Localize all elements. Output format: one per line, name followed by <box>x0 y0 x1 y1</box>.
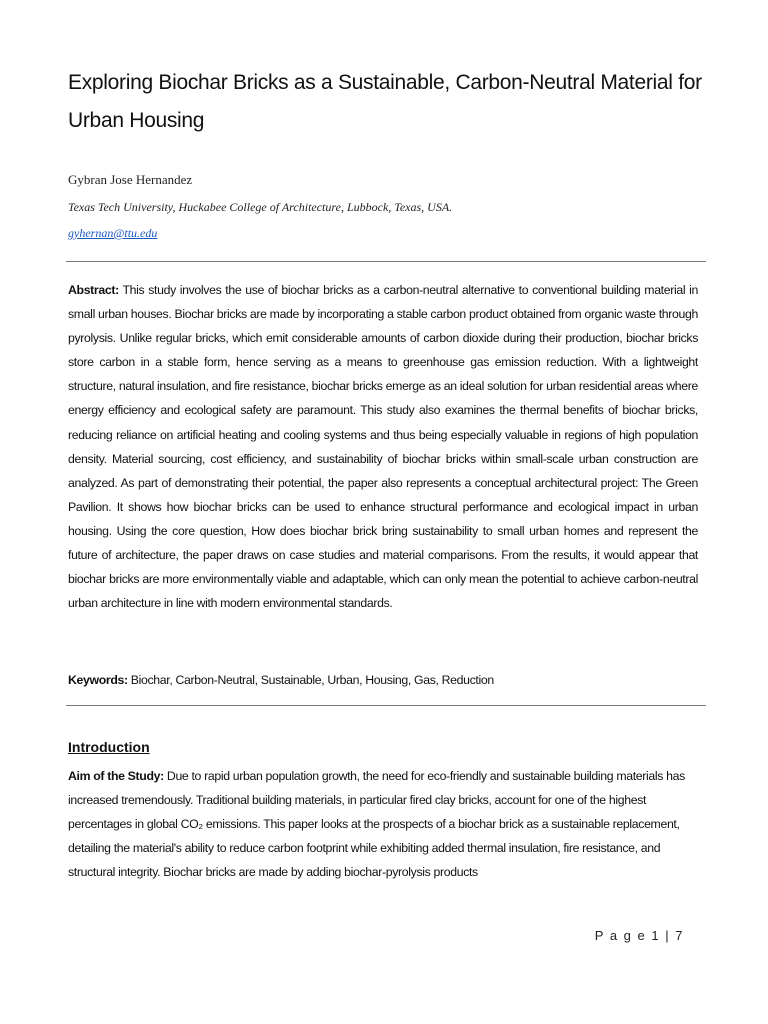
author-name: Gybran Jose Hernandez <box>68 172 193 187</box>
total-pages: 7 <box>675 928 684 943</box>
page-label: P a g e <box>594 928 647 943</box>
introduction-heading: Introduction <box>68 739 150 755</box>
page-number: 1 <box>651 928 661 943</box>
keywords-divider <box>66 705 706 706</box>
page-separator: | <box>665 928 671 943</box>
keywords-text: Biochar, Carbon-Neutral, Sustainable, Urban, Housing, Gas, Reduction <box>127 673 494 687</box>
abstract-text: This study involves the use of biochar bricks as a carbon-neutral alternative to conventional building material in small urban houses. Biochar bricks are made by incorporating a stable carbon product obtained from organic waste through pyrolysis. Unlike regular bricks, which emit considerable amounts of carbon dioxide during their production, biochar bricks store carbon in a stable form, hence serving as a means to greenhouse gas emission reduction. With a lightweight structure, natural insulation, and fire resistance, biochar bricks emerge as an ideal solution for urban residential areas where energy efficiency and ecological safety are paramount. This study also examines the thermal benefits of biochar bricks, reducing reliance on artificial heating and cooling systems and thus being especially valuable in regions of high population density. Material sourcing, cost efficiency, and sustainability of biochar bricks within small-scale urban construction are analyzed. As part of demonstrating their potential, the paper also represents a conceptual architectural project: The Green Pavilion. It shows how biochar bricks can be used to enhance structural performance and ecological impact in urban housing. Using the core question, How does biochar brick bring sustainability to small urban homes and represent the future of architecture, the paper draws on case studies and material comparisons. From the results, it would appear that biochar bricks are more environmentally viable and adaptable, which can only mean the potential to achieve carbon-neutral urban architecture in line with modern environmental standards. <box>68 283 698 611</box>
keywords-label: Keywords: <box>68 673 128 687</box>
abstract-paragraph <box>68 278 698 615</box>
author-affiliation: Texas Tech University, Huckabee College of Architecture, Lubbock, Texas, USA. <box>68 200 453 214</box>
keywords-line <box>68 668 698 692</box>
aim-label: Aim of the Study: <box>68 769 164 783</box>
introduction-paragraph <box>68 764 698 884</box>
author-email-link[interactable]: gyhernan@ttu.edu <box>68 226 158 240</box>
introduction-text: Due to rapid urban population growth, the need for eco-friendly and sustainable building materials has increased tremendously. Traditional building materials, in particular fired clay bricks, account for one of the highest percentages in global CO₂ emissions. This paper looks at the prospects of a biochar brick as a sustainable replacement, detailing the material's ability to reduce carbon footprint while exhibiting added thermal insulation, fire resistance, and structural integrity. Biochar bricks are made by adding biochar-pyrolysis products <box>68 769 685 880</box>
paper-title: Exploring Biochar Bricks as a Sustainable, Carbon-Neutral Material for Urban Housing <box>68 71 702 132</box>
header-divider <box>66 261 706 262</box>
page-footer <box>595 928 684 943</box>
abstract-label: Abstract: <box>68 283 119 297</box>
